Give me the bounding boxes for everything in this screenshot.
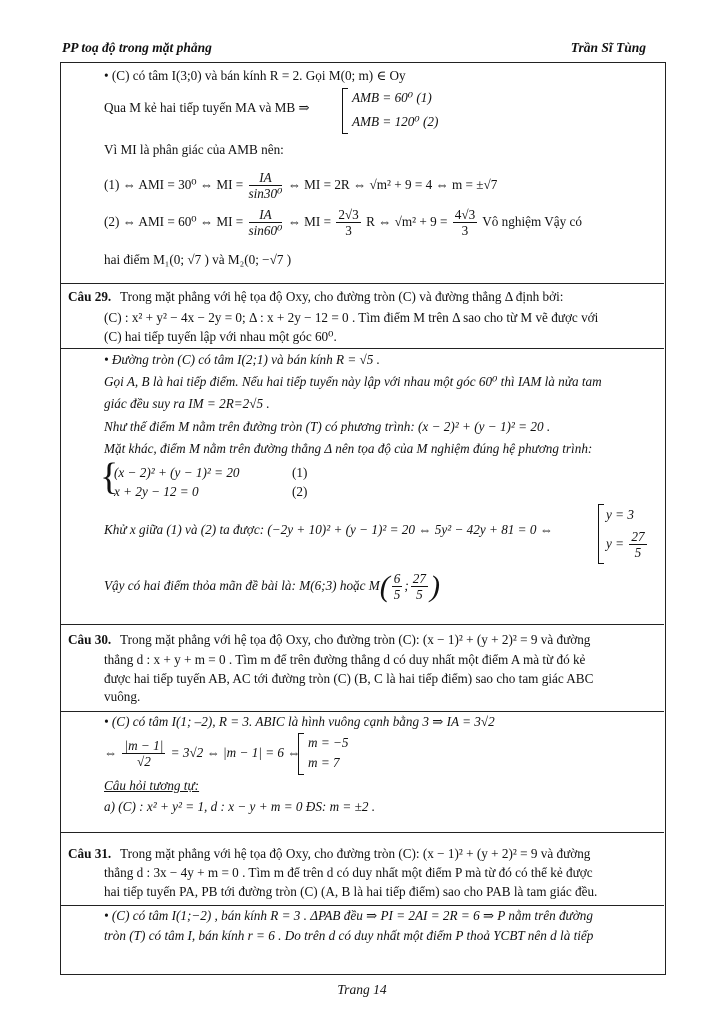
q30-result-bracket xyxy=(298,733,304,775)
q30-similar-a: a) (C) : x² + y² = 1, d : x − y + m = 0 ĐS: m = ±2 . xyxy=(104,799,376,814)
q29-result-2-num: 27 xyxy=(631,529,645,545)
q29-point-x-den: 5 xyxy=(393,587,401,603)
q30-sol-1: • (C) có tâm I(1; –2), R = 3. ABIC là hình vuông cạnh bằng 3 ⇒ IA = 3√2 xyxy=(104,714,495,729)
prev-frac-2-den: sin60⁰ xyxy=(248,223,283,239)
prev-frac-1 xyxy=(249,170,283,201)
prev-line-2: Qua M kẻ hai tiếp tuyến MA và MB ⇒ xyxy=(104,100,310,115)
prev-line-5 xyxy=(104,200,582,244)
q29-system-2: x + 2y − 12 = 0 xyxy=(114,484,199,499)
question-31-line-3: hai tiếp tuyến PA, PB tới đường tròn (C) (A, B là hai tiếp điểm) sao cho PAB là tam giác đều. xyxy=(104,884,598,899)
prev-frac-3-den: 3 xyxy=(345,223,352,239)
q30-frac-num: |m − 1| xyxy=(124,738,164,754)
question-29-line-1: Trong mặt phẳng với hệ tọa độ Oxy, cho đường tròn (C) và đường thẳng Δ định bởi: xyxy=(120,289,564,304)
q29-result-2-lhs: y = xyxy=(606,536,625,551)
q29-sol-3: giác đều suy ra IM = 2R=2√5 . xyxy=(104,396,270,411)
prev-frac-4-num: 4√3 xyxy=(454,207,476,223)
prev-line-3: Vì MI là phân giác của AMB nên: xyxy=(104,142,284,157)
q29-sol-7: Vậy có hai điểm thỏa mãn đề bài là: M(6;3) hoặc M( $\frac{6}{5}$ ; $\frac{27}{5}$ ) xyxy=(104,569,440,603)
q31-sol-2: tròn (T) có tâm I, bán kính r = 6 . Do trên d có duy nhất một điểm P thoả YCBT nên d là tiếp xyxy=(104,928,594,943)
q30-sol-2b: = 3√2 ⇔ |m − 1| = 6 ⇔ xyxy=(170,745,301,760)
prev-system-2: AMB = 120⁰ (2) xyxy=(352,114,439,129)
page-number: Trang 14 xyxy=(337,982,387,997)
prev-frac-3-num: 2√3 xyxy=(338,207,359,223)
question-30-line-1: Trong mặt phẳng với hệ tọa độ Oxy, cho đường tròn (C): (x − 1)² + (y + 2)² = 9 và đường xyxy=(120,632,591,647)
q30-sol-2 xyxy=(104,731,301,775)
q30-similar-title: Câu hỏi tương tự: xyxy=(104,778,200,793)
prev-line-5a: (2) ⇔ AMI = 60⁰ ⇔ MI = xyxy=(104,214,244,229)
q29-sol-1: • Đường tròn (C) có tâm I(2;1) và bán kính R = √5 . xyxy=(104,352,380,367)
question-30-line-4: vuông. xyxy=(104,689,141,704)
question-30-line-3: được hai tiếp tuyến AB, AC tới đường tròn (C) (B, C là hai tiếp điểm) sao cho tam giác ABC xyxy=(104,671,594,686)
question-31-line-2: thẳng d : 3x − 4y + m = 0 . Tìm m để trên d có duy nhất một điểm P mà từ đó có thể kẻ được xyxy=(104,865,593,880)
system-bracket xyxy=(342,88,348,134)
prev-frac-2-num: IA xyxy=(249,207,283,223)
q30-frac xyxy=(122,738,165,769)
q29-result-2-den: 5 xyxy=(634,545,642,561)
q30-result-1: m = −5 xyxy=(308,735,349,750)
q29-point-y xyxy=(411,571,428,602)
q29-sol-5: Mặt khác, điểm M nằm trên đường thẳng Δ nên tọa độ của M nghiệm đúng hệ phương trình: xyxy=(104,441,593,456)
question-31-line-1: Trong mặt phẳng với hệ tọa độ Oxy, cho đường tròn (C): (x − 1)² + (y + 2)² = 9 và đường xyxy=(120,846,591,861)
prev-line-4a: (1) ⇔ AMI = 30⁰ ⇔ MI = xyxy=(104,177,244,192)
question-29-line-2: (C) : x² + y² − 4x − 2y = 0; Δ : x + 2y − 12 = 0 . Tìm điểm M trên Δ sao cho từ M vẽ được với xyxy=(104,310,599,325)
prev-frac-3 xyxy=(336,207,360,238)
question-29-line-3: (C) hai tiếp tuyến lập với nhau một góc 60⁰. xyxy=(104,329,337,344)
q29-sol-2: Gọi A, B là hai tiếp điểm. Nếu hai tiếp tuyến này lập với nhau một góc 60⁰ thì IAM là nửa tam xyxy=(104,374,602,389)
prev-frac-2 xyxy=(249,207,283,238)
prev-frac-1-num: IA xyxy=(249,170,283,186)
question-31-label: Câu 31. xyxy=(68,846,112,861)
q29-point-y-den: 5 xyxy=(416,587,423,603)
q29-sol-4: Như thế điểm M nằm trên đường tròn (T) có phương trình: (x − 2)² + (y − 1)² = 20 . xyxy=(104,419,551,434)
q30-sol-2a: ⇔ xyxy=(104,745,118,760)
q29-result-1: y = 3 xyxy=(606,507,634,522)
prev-line-5d: Vô nghiệm Vậy có xyxy=(482,214,582,229)
q29-point-y-num: 27 xyxy=(412,571,426,587)
question-30-line-2: thẳng d : x + y + m = 0 . Tìm m để trên đường thẳng d có duy nhất một điểm A mà từ đó kẻ xyxy=(104,652,586,667)
header-left-title: PP toạ độ trong mặt phẳng xyxy=(62,40,212,55)
q29-point-x-num: 6 xyxy=(393,571,401,587)
q29-system-2-num: (2) xyxy=(292,484,308,499)
q29-result-2-frac xyxy=(629,529,646,560)
q29-result-bracket xyxy=(598,504,604,564)
q29-point-x xyxy=(392,571,403,602)
prev-line-5b: ⇔ MI = xyxy=(287,214,332,229)
q29-system-1-num: (1) xyxy=(292,465,308,480)
prev-line-4b: ⇔ MI = 2R ⇔ √m² + 9 = 4 ⇔ m = ±√7 xyxy=(287,177,498,192)
q29-system-brace: { xyxy=(100,456,119,498)
q31-sol-1: • (C) có tâm I(1;−2) , bán kính R = 3 . ΔPAB đều ⇒ PI = 2AI = 2R = 6 ⇒ P nằm trên đường xyxy=(104,908,593,923)
q29-sol-7-text: Vậy có hai điểm thỏa mãn đề bài là: M(6;3) hoặc M xyxy=(104,578,380,593)
prev-frac-4 xyxy=(453,207,477,238)
question-30-label: Câu 30. xyxy=(68,632,112,647)
q30-frac-den: √2 xyxy=(137,754,151,770)
q29-sol-6: Khử x giữa (1) và (2) ta được: (−2y + 10)² + (y − 1)² = 20 ⇔ 5y² − 42y + 81 = 0 ⇔ xyxy=(104,522,553,537)
prev-frac-1-den: sin30⁰ xyxy=(248,186,283,202)
q30-result-2: m = 7 xyxy=(308,755,340,770)
prev-frac-4-den: 3 xyxy=(461,223,469,239)
q29-system-1: (x − 2)² + (y − 1)² = 20 xyxy=(114,465,240,480)
q29-result-2 xyxy=(606,525,649,563)
header-author: Trần Sĩ Tùng xyxy=(570,40,646,55)
question-29-label: Câu 29. xyxy=(68,289,112,304)
prev-line-1: • (C) có tâm I(3;0) và bán kính R = 2. Gọi M(0; m) ∈ Oy xyxy=(104,68,406,83)
prev-line-5c: R ⇔ √m² + 9 = xyxy=(366,214,448,229)
prev-line-6: hai điểm M₁(0; √7 ) và M₂(0; −√7 ) xyxy=(104,252,292,267)
prev-system-1: AMB = 60⁰ (1) xyxy=(352,90,432,105)
